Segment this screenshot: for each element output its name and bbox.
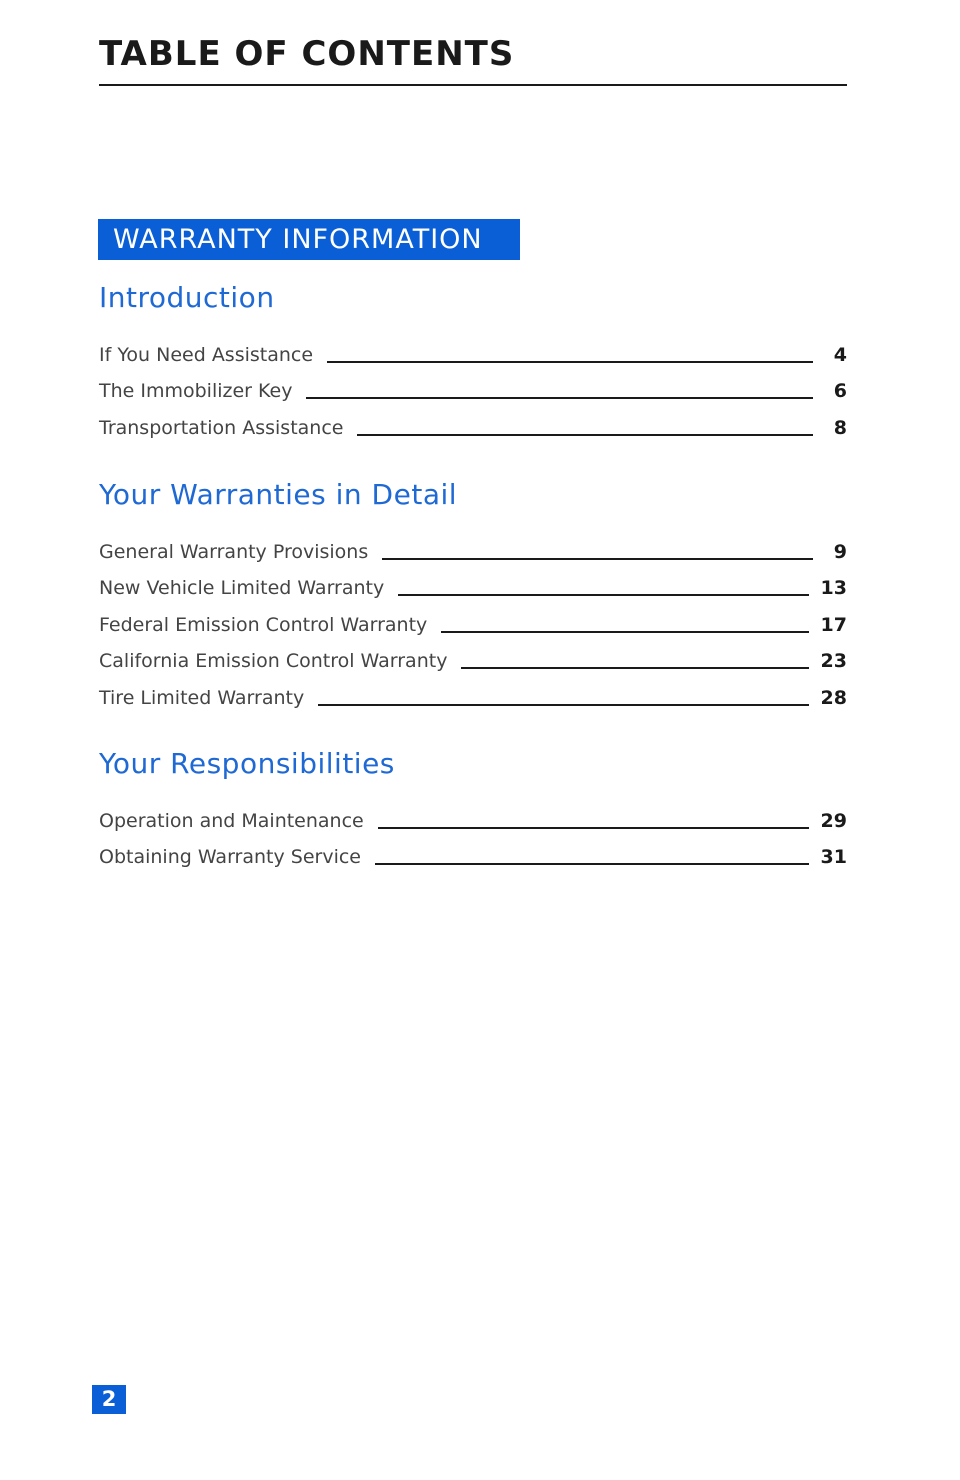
toc-entry[interactable] <box>99 599 847 636</box>
toc-entry-label: General Warranty Provisions <box>99 540 369 563</box>
toc-entry[interactable] <box>99 563 847 600</box>
leader-line <box>327 361 813 363</box>
toc-entry-label: Transportation Assistance <box>99 416 344 439</box>
toc-entry-page: 28 <box>820 686 847 709</box>
leader-line <box>318 704 808 706</box>
title-divider <box>99 84 847 86</box>
section-heading: Your Responsibilities <box>99 747 395 780</box>
page-number-badge: 2 <box>92 1385 126 1414</box>
section-heading: Your Warranties in Detail <box>99 478 458 511</box>
page-title: TABLE OF CONTENTS <box>99 34 515 74</box>
toc-entry[interactable] <box>99 672 847 709</box>
toc-entry[interactable] <box>99 526 847 563</box>
leader-line <box>441 631 808 633</box>
toc-entry-page: 17 <box>820 613 847 636</box>
leader-line <box>375 863 809 865</box>
toc-entry-page: 9 <box>833 540 847 563</box>
toc-entry[interactable] <box>99 402 847 439</box>
toc-entry-page: 29 <box>820 809 847 832</box>
section-heading: Introduction <box>99 281 275 314</box>
toc-entry[interactable] <box>99 832 847 869</box>
toc-entry[interactable] <box>99 636 847 673</box>
toc-entry-page: 4 <box>833 343 847 366</box>
toc-entry-label: Federal Emission Control Warranty <box>99 613 428 636</box>
toc-entry-label: Operation and Maintenance <box>99 809 364 832</box>
section-banner: WARRANTY INFORMATION <box>98 219 520 260</box>
leader-line <box>382 558 813 560</box>
toc-entry-page: 6 <box>833 380 847 402</box>
leader-line <box>378 827 809 829</box>
toc-entry-label: The Immobilizer Key <box>99 380 293 402</box>
leader-line <box>357 434 813 436</box>
toc-entry-label: If You Need Assistance <box>99 343 314 366</box>
leader-line <box>461 667 808 669</box>
toc-entry[interactable] <box>99 329 847 366</box>
toc-entry-page: 8 <box>833 416 847 439</box>
toc-section-introduction <box>99 279 847 439</box>
toc-entry-page: 31 <box>820 846 847 868</box>
leader-line <box>306 397 813 399</box>
toc-entry-label: Tire Limited Warranty <box>99 686 305 709</box>
toc-section-warranties <box>99 476 847 709</box>
toc-entry[interactable] <box>99 366 847 403</box>
toc-entry[interactable] <box>99 795 847 832</box>
toc-entry-label: New Vehicle Limited Warranty <box>99 577 385 599</box>
toc-section-responsibilities <box>99 745 847 868</box>
toc-entry-label: California Emission Control Warranty <box>99 650 448 672</box>
toc-entry-page: 23 <box>820 650 847 672</box>
toc-entry-page: 13 <box>820 577 847 599</box>
toc-entry-label: Obtaining Warranty Service <box>99 846 361 868</box>
leader-line <box>398 594 808 596</box>
